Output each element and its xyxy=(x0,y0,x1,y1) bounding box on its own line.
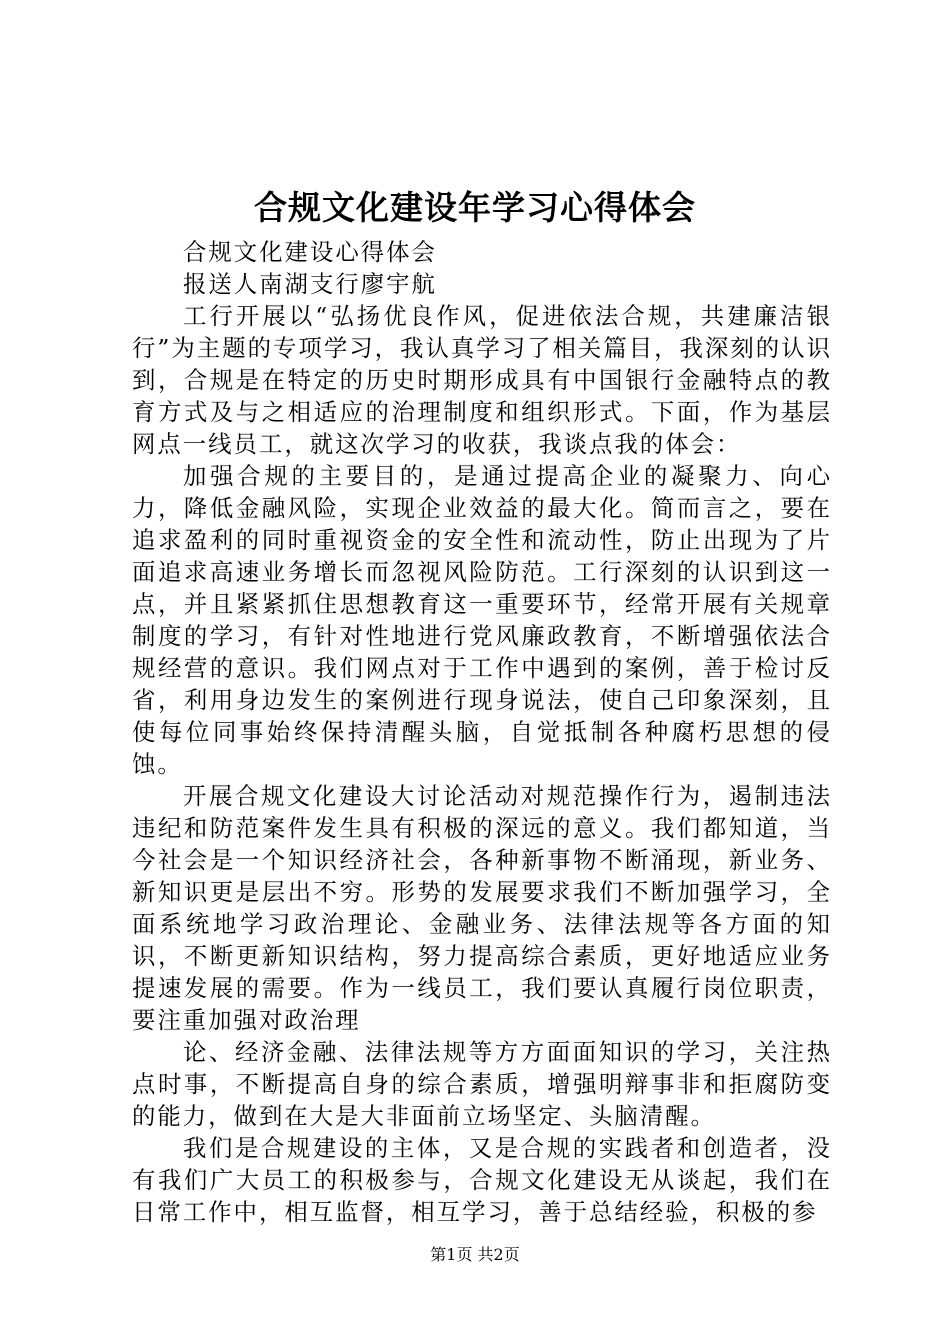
subtitle-line: 合规文化建设心得体会 xyxy=(183,238,437,266)
body-paragraph: 工行开展以“弘扬优良作风，促进依法合规，共建廉洁银行”为主题的专项学习，我认真学习了相关篇目，我深刻的认识到，合规是在特定的历史时期形成具有中国银行金融特点的教育方式及与之相适应的治理制度和组织形式。下面，作为基层网点一线员工，就这次学习的收获，我谈点我的体会： xyxy=(132,302,832,458)
body-paragraph: 开展合规文化建设大讨论活动对规范操作行为，遏制违法违纪和防范案件发生具有积极的深远的意义。我们都知道，当今社会是一个知识经济社会，各种新事物不断涌现，新业务、新知识更是层出不穷。形势的发展要求我们不断加强学习，全面系统地学习政治理论、金融业务、法律法规等各方面的知识，不断更新知识结构，努力提高综合素质，更好地适应业务提速发展的需要。作为一线员工，我们要认真履行岗位职责，要注重加强对政治理 xyxy=(132,782,832,1034)
document-title: 合规文化建设年学习心得体会 xyxy=(254,188,696,227)
author-line: 报送人南湖支行廖宇航 xyxy=(183,270,437,298)
body-paragraph: 论、经济金融、法律法规等方方面面知识的学习，关注热点时事，不断提高自身的综合素质，增强明辩事非和拒腐防变的能力，做到在大是大非面前立场坚定、头脑清醒。 xyxy=(132,1038,832,1130)
body-paragraph: 加强合规的主要目的，是通过提高企业的凝聚力、向心力，降低金融风险，实现企业效益的最大化。简而言之，要在追求盈利的同时重视资金的安全性和流动性，防止出现为了片面追求高速业务增长而忽视风险防范。工行深刻的认识到这一点，并且紧紧抓住思想教育这一重要环节，经常开展有关规章制度的学习，有针对性地进行党风廉政教育，不断增强依法合规经营的意识。我们网点对于工作中遇到的案例，善于检讨反省，利用身边发生的案例进行现身说法，使自己印象深刻，且使每位同事始终保持清醒头脑，自觉抵制各种腐朽思想的侵蚀。 xyxy=(132,462,832,778)
body-paragraph: 我们是合规建设的主体，又是合规的实践者和创造者，没有我们广大员工的积极参与，合规文化建设无从谈起，我们在日常工作中，相互监督，相互学习，善于总结经验，积极的参 xyxy=(132,1134,832,1226)
document-body xyxy=(132,236,832,1228)
page-footer: 第1页 共2页 xyxy=(430,1245,520,1264)
